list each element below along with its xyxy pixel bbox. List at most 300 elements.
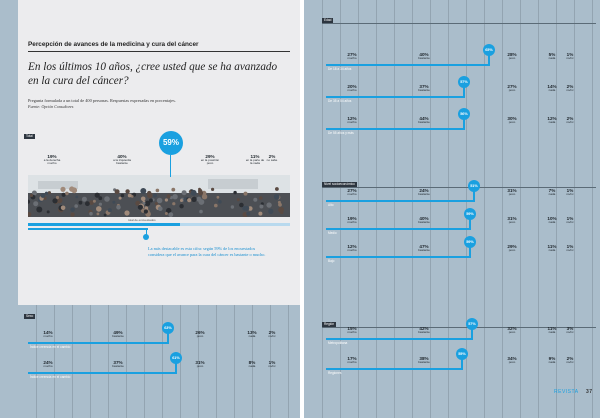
crowd-person xyxy=(172,194,177,199)
group-bar xyxy=(326,200,474,202)
group-bar xyxy=(326,368,462,370)
crowd-person xyxy=(147,193,152,198)
answer-label xyxy=(342,216,362,224)
crowd-photo xyxy=(28,175,290,217)
crowd-person xyxy=(74,204,78,208)
answer-text: poco xyxy=(196,364,204,368)
answer-text: mucho xyxy=(43,334,53,338)
answer-label xyxy=(342,188,362,196)
crowd-person xyxy=(171,188,175,192)
answer-label xyxy=(542,116,562,124)
crowd-person xyxy=(211,188,214,191)
crowd-person xyxy=(61,206,66,211)
answer-text: poco xyxy=(196,334,204,338)
answer-label xyxy=(414,356,434,364)
group-name: Índice creencia en el cambio xyxy=(30,375,71,379)
answer-percent: 19% xyxy=(347,216,357,221)
group-highlight-circle: 59% xyxy=(464,236,476,248)
source: Fuente: Opción Consultores xyxy=(28,104,74,109)
crowd-person xyxy=(82,197,87,202)
answer-label xyxy=(262,360,282,368)
crowd-person xyxy=(157,198,163,204)
group-bar xyxy=(326,228,470,230)
group-bar xyxy=(326,64,489,66)
grid-line xyxy=(538,0,539,418)
crowd-person xyxy=(93,200,96,203)
crowd-person xyxy=(182,190,187,195)
answer-percent: 1% xyxy=(268,360,276,365)
answer-text: nada xyxy=(548,220,556,224)
grid-line xyxy=(592,0,593,418)
answer-percent: 15% xyxy=(347,326,357,331)
crowd-person xyxy=(141,197,146,202)
answer-percent: 1% xyxy=(566,244,574,249)
group-name: Alto xyxy=(328,203,334,207)
answer-label xyxy=(502,326,522,334)
crowd-person xyxy=(97,213,100,216)
answer-label xyxy=(200,154,220,166)
answer-text: bastante xyxy=(418,330,430,334)
answer-percent: 1% xyxy=(566,52,574,57)
answer-percent: 2% xyxy=(566,116,574,121)
crowd-person xyxy=(172,202,175,205)
group-bar xyxy=(326,256,470,258)
answer-text: nada xyxy=(248,334,256,338)
answer-percent: 7% xyxy=(548,188,556,193)
answer-text: nada xyxy=(548,330,556,334)
crowd-person xyxy=(168,212,173,217)
answer-label xyxy=(38,360,58,368)
answer-percent: 2% xyxy=(268,154,276,159)
answer-percent: 5% xyxy=(548,52,556,57)
answer-label xyxy=(414,244,434,252)
answer-percent: 27% xyxy=(347,188,357,193)
answer-percent: 11% xyxy=(547,244,557,249)
answer-percent: 14% xyxy=(43,330,53,335)
answer-label xyxy=(542,326,562,334)
answer-label xyxy=(414,84,434,92)
crowd-person xyxy=(199,210,203,214)
answer-text: poco xyxy=(508,360,516,364)
answer-percent: 30% xyxy=(507,116,517,121)
answer-label xyxy=(342,356,362,364)
answer-text: bastante xyxy=(418,220,430,224)
crowd-person xyxy=(41,194,45,198)
answer-percent: 24% xyxy=(43,360,53,365)
crowd-person xyxy=(104,196,110,202)
answer-text: mucho xyxy=(347,56,357,60)
answer-percent: 37% xyxy=(419,84,429,89)
crowd-person xyxy=(119,197,122,200)
crowd-person xyxy=(259,205,263,209)
answer-percent: 44% xyxy=(419,116,429,121)
answer-percent: 2% xyxy=(268,330,276,335)
crowd-person xyxy=(108,208,112,212)
answer-text: ns/nc xyxy=(566,360,574,364)
answer-text: en la parte de la nada xyxy=(245,158,265,166)
answer-percent: 1% xyxy=(566,188,574,193)
crowd-person xyxy=(198,188,201,191)
answer-label xyxy=(262,330,282,338)
answer-percent: 14% xyxy=(547,84,557,89)
answer-text: ns/nc xyxy=(268,364,276,368)
crowd-person xyxy=(278,203,282,207)
crowd-person xyxy=(231,205,234,208)
total-bar-label: total de encuestados xyxy=(128,218,156,222)
answer-text: bastante xyxy=(418,120,430,124)
crowd-person xyxy=(266,202,271,207)
group-name: Regiones xyxy=(328,371,342,375)
answer-text: poco xyxy=(508,220,516,224)
group-name: De 35 a 54 años xyxy=(328,99,352,103)
grid-line xyxy=(322,0,323,418)
answer-percent: 8% xyxy=(248,360,256,365)
answer-percent: 31% xyxy=(507,188,517,193)
crowd-person xyxy=(30,194,33,197)
answer-text: mucho xyxy=(347,360,357,364)
answer-text: mucho xyxy=(347,192,357,196)
answer-label xyxy=(342,116,362,124)
total-bar-fill xyxy=(28,223,180,226)
group-highlight-circle: 65% xyxy=(483,44,495,56)
answer-label xyxy=(542,52,562,60)
group-bar xyxy=(28,372,176,374)
crowd-person xyxy=(138,205,143,210)
crowd-person xyxy=(65,192,69,196)
answer-label xyxy=(542,188,562,196)
group-highlight-circle: 56% xyxy=(458,108,470,120)
crowd-illustration xyxy=(28,175,290,217)
crowd-person xyxy=(246,212,250,216)
group-highlight-circle: 63% xyxy=(162,322,174,334)
answer-text: ns/nc xyxy=(566,330,574,334)
answer-text: mucho xyxy=(347,88,357,92)
answer-label xyxy=(542,244,562,252)
answer-label xyxy=(542,84,562,92)
answer-percent: 29% xyxy=(205,154,215,159)
answer-label xyxy=(560,116,580,124)
crowd-person xyxy=(144,209,148,213)
answer-label xyxy=(108,330,128,338)
answer-percent: 49% xyxy=(113,330,123,335)
crowd-person xyxy=(268,209,273,214)
grid-line xyxy=(484,0,485,418)
answer-label xyxy=(414,188,434,196)
crowd-person xyxy=(52,198,57,203)
answer-label xyxy=(502,84,522,92)
headline: En los últimos 10 años, ¿cree usted que se ha avanzado en la cura del cáncer? xyxy=(28,61,278,87)
crowd-person xyxy=(143,202,146,205)
crowd-person xyxy=(191,190,197,196)
answer-label xyxy=(502,356,522,364)
answer-percent: 31% xyxy=(195,360,205,365)
section-rule xyxy=(322,23,596,24)
answer-percent: 40% xyxy=(117,154,127,159)
answer-label xyxy=(560,244,580,252)
answer-percent: 27% xyxy=(347,52,357,57)
answer-text: nada xyxy=(548,88,556,92)
group-name: De 55 años y más xyxy=(328,131,354,135)
crowd-person xyxy=(89,212,93,216)
answer-percent: 12% xyxy=(547,116,557,121)
grid-line xyxy=(340,0,341,418)
answer-text: bastante xyxy=(418,56,430,60)
answer-label xyxy=(560,188,580,196)
crowd-person xyxy=(165,212,168,215)
crowd-person xyxy=(237,198,240,201)
answer-text: poco xyxy=(508,120,516,124)
crowd-person xyxy=(179,204,183,208)
answer-percent: 2% xyxy=(566,356,574,361)
answer-percent: 40% xyxy=(419,216,429,221)
section-tag-total: Total xyxy=(26,134,33,138)
answer-percent: 28% xyxy=(507,52,517,57)
answer-text: en la posición poco xyxy=(200,158,220,166)
answer-text: mucho xyxy=(43,364,53,368)
answer-label xyxy=(342,84,362,92)
group-highlight-circle: 59% xyxy=(464,208,476,220)
callout-text: La más destacable es esta cifra: según 59% de los encuestados considera que el avance para la cura del cáncer es bastante o mucho. xyxy=(148,246,266,257)
answer-text: bastante xyxy=(112,334,124,338)
answer-percent: 29% xyxy=(507,244,517,249)
kicker: Percepción de avances de la medicina y cura del cáncer xyxy=(28,41,199,48)
answer-percent: 27% xyxy=(507,84,517,89)
survey-note: Pregunta formulada a un total de 400 personas. Respuestas expresadas en porcentajes. xyxy=(28,98,176,103)
answer-text: nada xyxy=(548,248,556,252)
crowd-person xyxy=(253,198,257,202)
crowd-person xyxy=(198,191,203,196)
answer-percent: 19% xyxy=(47,154,57,159)
answer-percent: 47% xyxy=(419,244,429,249)
crowd-person xyxy=(112,201,115,204)
answer-percent: 11% xyxy=(250,154,260,159)
answer-text: nada xyxy=(548,120,556,124)
crowd-person xyxy=(153,194,157,198)
crowd-person xyxy=(45,192,48,195)
group-highlight-circle: 57% xyxy=(458,76,470,88)
answer-text: a la izquierda bastante xyxy=(113,158,131,166)
answer-text: mucho xyxy=(347,248,357,252)
crowd-person xyxy=(244,192,248,196)
answer-label xyxy=(42,154,62,166)
crowd-person xyxy=(274,194,280,200)
section-tag-nivel: Nivel socioeconómico xyxy=(324,182,355,186)
answer-text: bastante xyxy=(418,360,430,364)
answer-label xyxy=(560,84,580,92)
group-highlight-circle: 57% xyxy=(466,318,478,330)
grid-line xyxy=(448,0,449,418)
page-number: 37 xyxy=(586,389,593,395)
answer-text: mucho xyxy=(347,120,357,124)
answer-text: ns/nc xyxy=(566,56,574,60)
answer-label xyxy=(414,216,434,224)
answer-percent: 17% xyxy=(347,356,357,361)
right-page xyxy=(304,0,600,418)
answer-label xyxy=(262,154,282,162)
total-highlight-circle: 59% xyxy=(159,131,183,155)
grid-line xyxy=(412,0,413,418)
answer-label xyxy=(560,216,580,224)
answer-text: poco xyxy=(508,330,516,334)
answer-percent: 2% xyxy=(566,84,574,89)
answer-label xyxy=(560,52,580,60)
crowd-person xyxy=(165,198,168,201)
answer-percent: 1% xyxy=(566,216,574,221)
crowd-person xyxy=(196,197,201,202)
answer-label xyxy=(242,330,262,338)
crowd-person xyxy=(239,203,244,208)
answer-text: nada xyxy=(548,192,556,196)
answer-label xyxy=(342,326,362,334)
answer-label xyxy=(502,116,522,124)
crowd-person xyxy=(70,207,75,212)
answer-label xyxy=(560,326,580,334)
crowd-person xyxy=(140,188,146,194)
crowd-person xyxy=(71,213,75,217)
grid-line xyxy=(376,0,377,418)
group-highlight-circle: 55% xyxy=(456,348,468,360)
answer-percent: 26% xyxy=(195,330,205,335)
group-name: Medio xyxy=(328,231,337,235)
crowd-person xyxy=(79,201,83,205)
crowd-person xyxy=(115,189,120,194)
answer-percent: 38% xyxy=(419,356,429,361)
magazine-brand: REVISTA xyxy=(554,389,579,395)
grid-line xyxy=(394,0,395,418)
crowd-person xyxy=(125,189,129,193)
answer-text: bastante xyxy=(418,192,430,196)
callout-dot xyxy=(143,234,149,240)
crowd-person xyxy=(202,194,207,199)
crowd-person xyxy=(149,199,153,203)
group-bar xyxy=(326,128,464,130)
answer-percent: 20% xyxy=(347,84,357,89)
answer-text: poco xyxy=(508,192,516,196)
crowd-person xyxy=(33,201,38,206)
answer-label xyxy=(342,244,362,252)
crowd-person xyxy=(96,206,102,212)
answer-text: poco xyxy=(508,88,516,92)
answer-text: no sabe xyxy=(266,158,278,162)
crowd-person xyxy=(75,196,78,199)
answer-percent: 11% xyxy=(547,326,557,331)
answer-percent: 12% xyxy=(347,116,357,121)
answer-label xyxy=(502,52,522,60)
answer-label xyxy=(542,356,562,364)
answer-label xyxy=(502,244,522,252)
answer-label xyxy=(190,330,210,338)
crowd-person xyxy=(47,210,50,213)
answer-text: ns/nc xyxy=(268,334,276,338)
answer-text: poco xyxy=(508,248,516,252)
answer-percent: 40% xyxy=(419,52,429,57)
answer-label xyxy=(414,116,434,124)
crowd-person xyxy=(158,206,163,211)
answer-text: a la derecha mucho xyxy=(43,158,61,166)
crowd-person xyxy=(259,196,263,200)
answer-percent: 10% xyxy=(547,216,557,221)
crowd-person xyxy=(187,198,191,202)
group-highlight-circle: 61% xyxy=(170,352,182,364)
answer-text: ns/nc xyxy=(566,120,574,124)
crowd-person xyxy=(36,207,42,213)
crowd-person xyxy=(69,186,74,191)
total-bar-fill-2 xyxy=(28,228,148,230)
answer-percent: 9% xyxy=(548,356,556,361)
crowd-person xyxy=(167,194,171,198)
group-name: Bajo xyxy=(328,259,335,263)
answer-label xyxy=(542,216,562,224)
answer-percent: 42% xyxy=(419,326,429,331)
group-name: De 18 a 34 años xyxy=(328,67,352,71)
answer-text: ns/nc xyxy=(566,192,574,196)
group-bar xyxy=(326,338,472,340)
crowd-person xyxy=(98,196,102,200)
answer-percent: 24% xyxy=(419,188,429,193)
kicker-rule xyxy=(28,51,290,52)
group-bar xyxy=(28,342,168,344)
section-tag-sexo: Sexo xyxy=(26,314,34,318)
crowd-person xyxy=(156,189,160,193)
answer-text: nada xyxy=(248,364,256,368)
crowd-person xyxy=(124,210,129,215)
answer-percent: 32% xyxy=(507,326,517,331)
crowd-person xyxy=(62,193,66,197)
group-name: Metropolitana xyxy=(328,341,348,345)
crowd-person xyxy=(99,203,102,206)
crowd-person xyxy=(191,197,196,202)
answer-percent: 34% xyxy=(507,356,517,361)
group-bar xyxy=(326,96,464,98)
crowd-person xyxy=(218,200,222,204)
answer-text: bastante xyxy=(418,248,430,252)
answer-label xyxy=(38,330,58,338)
crowd-person xyxy=(244,206,249,211)
answer-percent: 12% xyxy=(347,244,357,249)
answer-label xyxy=(190,360,210,368)
crowd-person xyxy=(121,194,125,198)
crowd-person xyxy=(217,196,220,199)
answer-percent: 3% xyxy=(566,326,574,331)
group-highlight-circle: 51% xyxy=(468,180,480,192)
answer-label xyxy=(242,360,262,368)
crowd-person xyxy=(104,214,107,217)
crowd-person xyxy=(85,201,90,206)
answer-text: bastante xyxy=(418,88,430,92)
crowd-person xyxy=(258,212,262,216)
answer-percent: 13% xyxy=(247,330,257,335)
crowd-person xyxy=(180,199,183,202)
section-tag-region: Región xyxy=(324,322,335,326)
answer-text: bastante xyxy=(112,364,124,368)
answer-text: nada xyxy=(548,56,556,60)
answer-label xyxy=(112,154,132,166)
crowd-person xyxy=(214,204,218,208)
crowd-person xyxy=(128,194,132,198)
answer-text: poco xyxy=(508,56,516,60)
answer-label xyxy=(414,52,434,60)
crowd-person xyxy=(48,191,51,194)
answer-label xyxy=(342,52,362,60)
crowd-person xyxy=(60,187,65,192)
answer-percent: 31% xyxy=(507,216,517,221)
crowd-person xyxy=(275,187,279,191)
answer-label xyxy=(502,216,522,224)
answer-text: mucho xyxy=(347,220,357,224)
crowd-person xyxy=(116,205,121,210)
answer-text: ns/nc xyxy=(566,220,574,224)
crowd-person xyxy=(280,210,284,214)
